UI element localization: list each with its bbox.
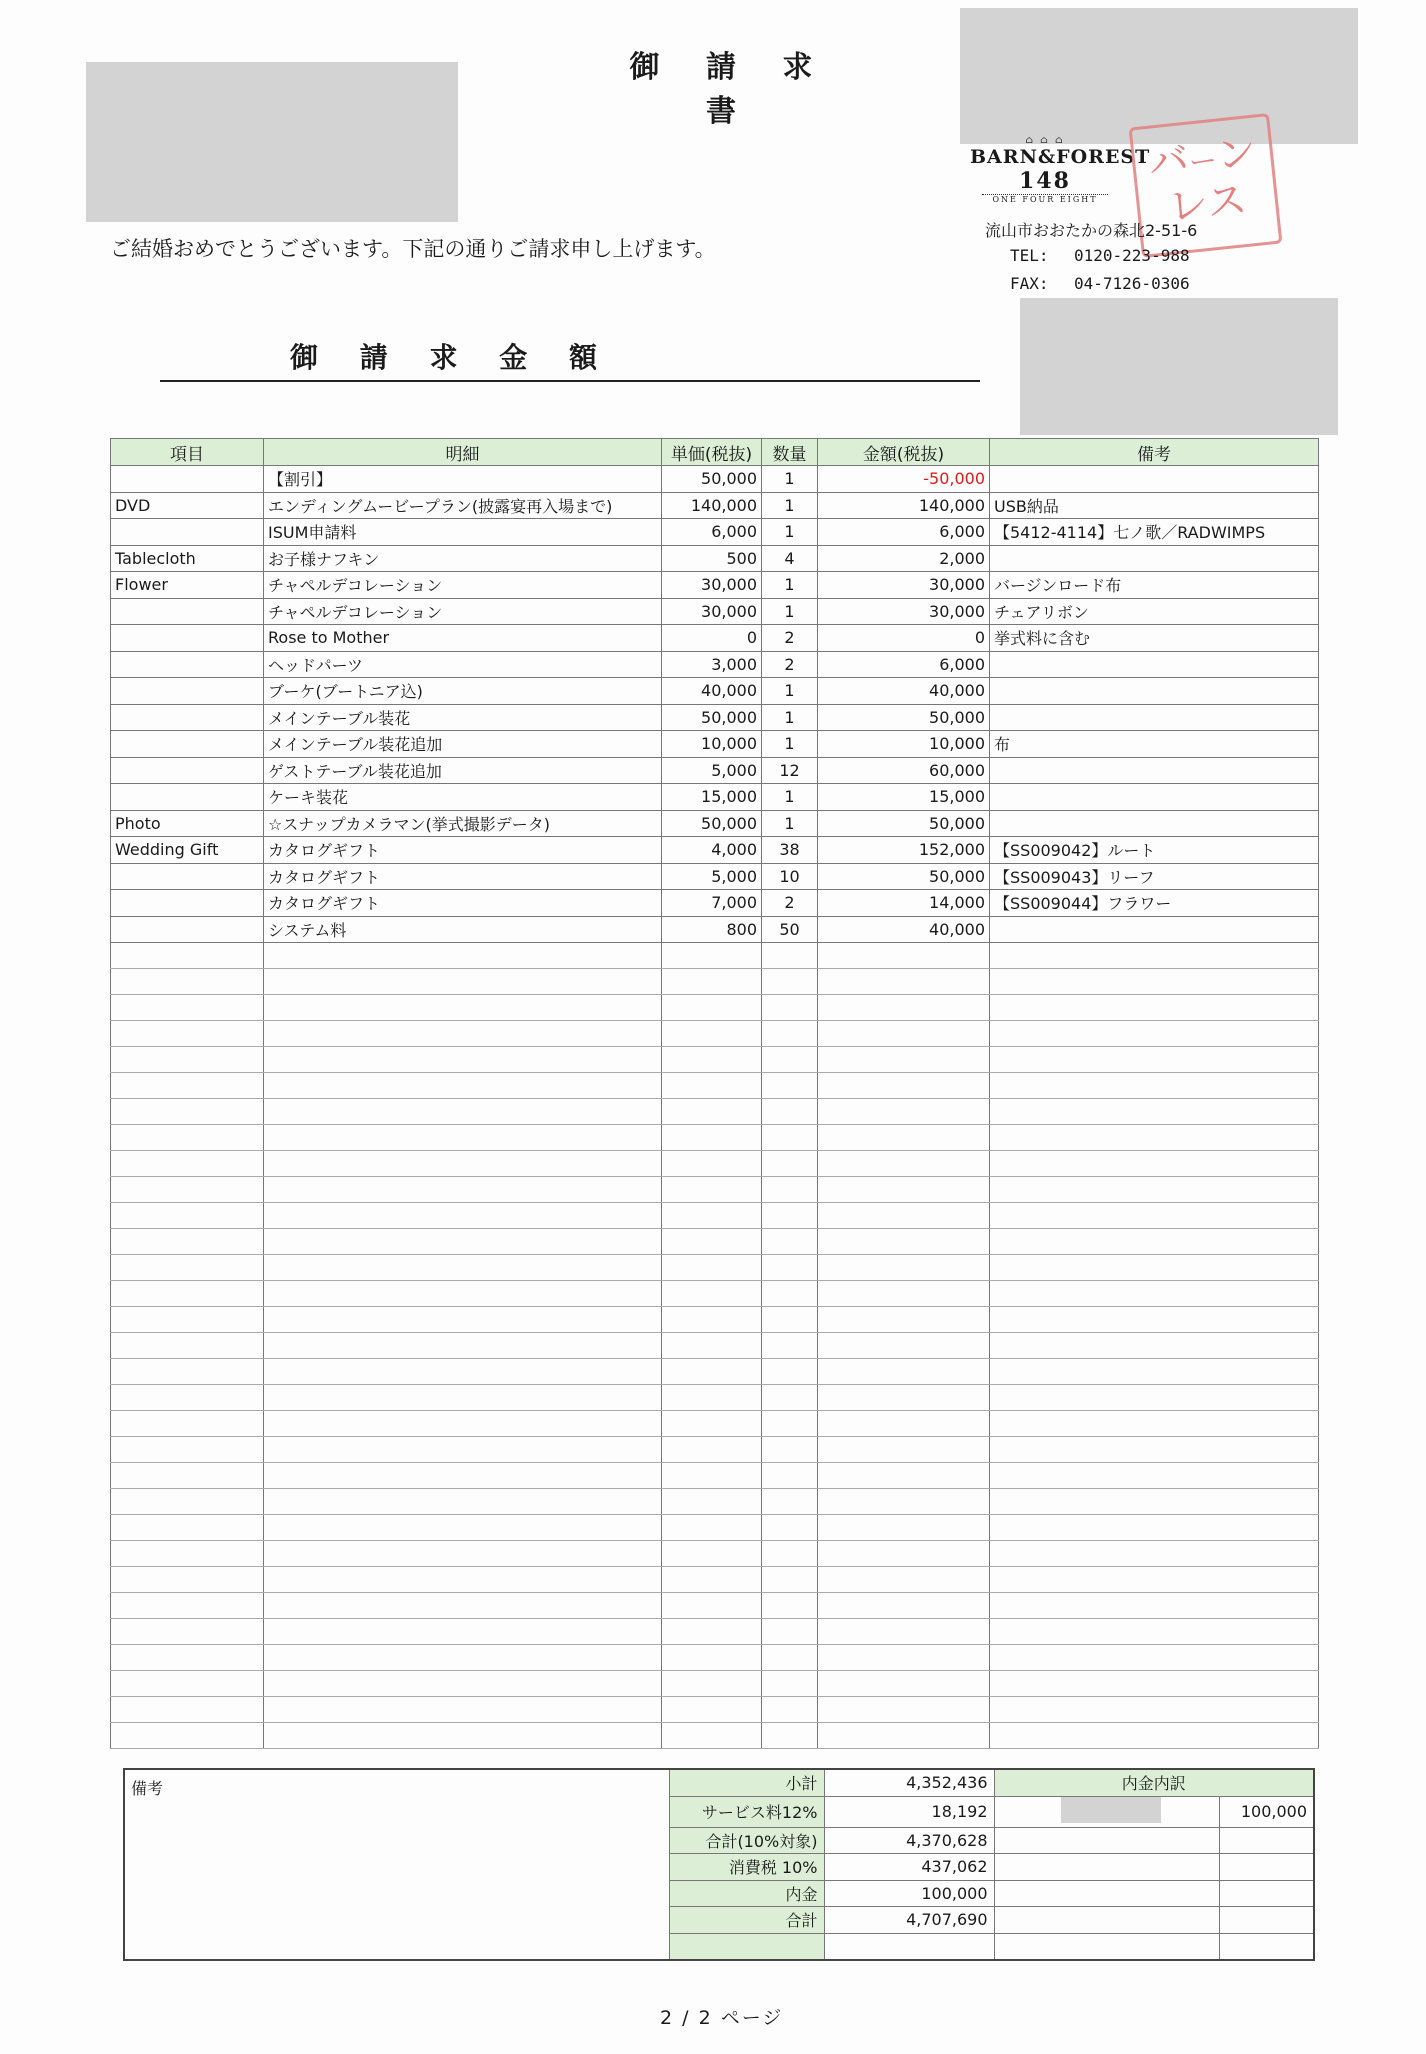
cell-amount: 40,000 [818, 678, 990, 705]
cell-amount: 140,000 [818, 492, 990, 519]
cell-unit-price: 50,000 [662, 810, 762, 837]
blank-row [111, 1437, 1319, 1463]
table-row [111, 598, 1319, 625]
cell-detail: カタログギフト [264, 863, 662, 890]
blank-row [111, 1125, 1319, 1151]
cell-note [990, 757, 1319, 784]
cell-note: チェアリボン [990, 598, 1319, 625]
cell-note [990, 784, 1319, 811]
blank-row [111, 1723, 1319, 1749]
cell-detail: Rose to Mother [264, 625, 662, 652]
summary-table [123, 1768, 1315, 1961]
cell-category [111, 678, 264, 705]
cell-unit-price: 3,000 [662, 651, 762, 678]
blank-row [111, 1541, 1319, 1567]
cell-amount: 30,000 [818, 572, 990, 599]
cell-detail: ゲストテーブル装花追加 [264, 757, 662, 784]
cell-qty: 2 [762, 890, 818, 917]
cell-detail: お子様ナフキン [264, 545, 662, 572]
blank-row [111, 1385, 1319, 1411]
summary-row-subtotal [124, 1769, 1314, 1796]
cell-qty: 1 [762, 704, 818, 731]
cell-detail: チャペルデコレーション [264, 598, 662, 625]
cell-qty: 2 [762, 625, 818, 652]
table-row [111, 837, 1319, 864]
table-row [111, 466, 1319, 493]
document-title: 御 請 求 書 [629, 50, 831, 129]
table-header-row [111, 439, 1319, 466]
cell-note [990, 545, 1319, 572]
cell-unit-price: 7,000 [662, 890, 762, 917]
cell-unit-price: 6,000 [662, 519, 762, 546]
table-row [111, 492, 1319, 519]
table-row [111, 545, 1319, 572]
cell-unit-price: 0 [662, 625, 762, 652]
cell-qty: 1 [762, 492, 818, 519]
service-label: サービス料12% [669, 1796, 824, 1827]
tax-value: 437,062 [824, 1854, 994, 1881]
cell-amount: 2,000 [818, 545, 990, 572]
cell-qty: 1 [762, 598, 818, 625]
cell-qty: 4 [762, 545, 818, 572]
cell-qty: 1 [762, 519, 818, 546]
cell-unit-price: 800 [662, 916, 762, 943]
blank-row [111, 1671, 1319, 1697]
table-row [111, 572, 1319, 599]
blank-row [111, 1229, 1319, 1255]
blank-row [111, 1567, 1319, 1593]
service-value: 18,192 [824, 1796, 994, 1827]
cell-detail: ISUM申請料 [264, 519, 662, 546]
blank-row [111, 995, 1319, 1021]
blank-row [111, 943, 1319, 969]
deposit-label: 内金 [669, 1880, 824, 1907]
cell-note [990, 810, 1319, 837]
cell-category [111, 890, 264, 917]
blank-row [111, 1593, 1319, 1619]
header-unit-price: 単価(税抜) [662, 439, 762, 466]
deposit-breakdown-item [994, 1796, 1219, 1827]
blank-row [111, 1047, 1319, 1073]
cell-category [111, 704, 264, 731]
cell-unit-price: 15,000 [662, 784, 762, 811]
cell-note: 【SS009042】ルート [990, 837, 1319, 864]
cell-amount: 40,000 [818, 916, 990, 943]
cell-qty: 1 [762, 466, 818, 493]
cell-amount: 50,000 [818, 704, 990, 731]
blank-row [111, 1359, 1319, 1385]
cell-detail: メインテーブル装花追加 [264, 731, 662, 758]
cell-category [111, 625, 264, 652]
company-tel: TEL: 0120-223-988 [1010, 246, 1190, 265]
blank-row [111, 1073, 1319, 1099]
cell-detail: カタログギフト [264, 890, 662, 917]
cell-category [111, 651, 264, 678]
cell-note: バージンロード布 [990, 572, 1319, 599]
company-seal-stamp: バーン レス [1129, 113, 1283, 258]
cell-qty: 12 [762, 757, 818, 784]
cell-unit-price: 500 [662, 545, 762, 572]
cell-unit-price: 10,000 [662, 731, 762, 758]
cell-detail: ヘッドパーツ [264, 651, 662, 678]
cell-qty: 1 [762, 572, 818, 599]
cell-detail: ブーケ(ブートニア込) [264, 678, 662, 705]
greeting-text: ご結婚おめでとうございます。下記の通りご請求申し上げます。 [110, 237, 716, 261]
cell-unit-price: 4,000 [662, 837, 762, 864]
cell-detail: メインテーブル装花 [264, 704, 662, 731]
cell-detail: エンディングムービープラン(披露宴再入場まで) [264, 492, 662, 519]
cell-category [111, 598, 264, 625]
redacted-recipient [86, 62, 458, 222]
cell-qty: 50 [762, 916, 818, 943]
cell-category: Photo [111, 810, 264, 837]
blank-row [111, 1333, 1319, 1359]
cell-amount: 14,000 [818, 890, 990, 917]
cell-unit-price: 40,000 [662, 678, 762, 705]
blank-row [111, 1255, 1319, 1281]
cell-amount: 0 [818, 625, 990, 652]
cell-qty: 1 [762, 731, 818, 758]
deposit-value: 100,000 [824, 1880, 994, 1907]
tax-label: 消費税 10% [669, 1854, 824, 1881]
cell-category: DVD [111, 492, 264, 519]
cell-detail: チャペルデコレーション [264, 572, 662, 599]
blank-row [111, 1697, 1319, 1723]
cell-note [990, 678, 1319, 705]
cell-unit-price: 5,000 [662, 757, 762, 784]
remarks-label: 備考 [124, 1769, 669, 1960]
cell-detail: ☆スナップカメラマン(挙式撮影データ) [264, 810, 662, 837]
table-row [111, 704, 1319, 731]
cell-detail: システム料 [264, 916, 662, 943]
cell-category [111, 519, 264, 546]
amount-heading: 御 請 求 金 額 [290, 341, 613, 374]
amount-underline [160, 380, 980, 382]
cell-unit-price: 30,000 [662, 572, 762, 599]
cell-amount: 30,000 [818, 598, 990, 625]
deposit-breakdown-label: 内金内訳 [994, 1769, 1314, 1796]
deposit-breakdown-value: 100,000 [1219, 1796, 1314, 1827]
blank-row [111, 1177, 1319, 1203]
table-row [111, 625, 1319, 652]
cell-qty: 1 [762, 810, 818, 837]
total10-value: 4,370,628 [824, 1827, 994, 1854]
cell-unit-price: 50,000 [662, 704, 762, 731]
blank-row [111, 1151, 1319, 1177]
cell-category [111, 757, 264, 784]
table-row [111, 651, 1319, 678]
cell-category [111, 916, 264, 943]
blank-row [111, 1645, 1319, 1671]
cell-note [990, 916, 1319, 943]
header-qty: 数量 [762, 439, 818, 466]
cell-category [111, 863, 264, 890]
header-detail: 明細 [264, 439, 662, 466]
cell-unit-price: 50,000 [662, 466, 762, 493]
cell-unit-price: 140,000 [662, 492, 762, 519]
blank-row [111, 969, 1319, 995]
cell-detail: ケーキ装花 [264, 784, 662, 811]
cell-note: USB納品 [990, 492, 1319, 519]
subtotal-label: 小計 [669, 1769, 824, 1796]
company-address: 流山市おおたかの森北2-51-6 [985, 221, 1198, 240]
cell-note [990, 704, 1319, 731]
invoice-items-table [110, 438, 1319, 1749]
blank-row [111, 1307, 1319, 1333]
cell-amount: 6,000 [818, 519, 990, 546]
cell-qty: 1 [762, 678, 818, 705]
cell-category [111, 731, 264, 758]
cell-qty: 1 [762, 784, 818, 811]
cell-qty: 2 [762, 651, 818, 678]
cell-detail: カタログギフト [264, 837, 662, 864]
blank-row [111, 1021, 1319, 1047]
cell-category: Flower [111, 572, 264, 599]
cell-unit-price: 30,000 [662, 598, 762, 625]
blank-row [111, 1619, 1319, 1645]
cell-amount: 6,000 [818, 651, 990, 678]
cell-amount: 15,000 [818, 784, 990, 811]
table-row [111, 678, 1319, 705]
header-amount: 金額(税抜) [818, 439, 990, 466]
cell-amount: 50,000 [818, 810, 990, 837]
table-row [111, 810, 1319, 837]
header-category: 項目 [111, 439, 264, 466]
blank-row [111, 1463, 1319, 1489]
table-row [111, 757, 1319, 784]
blank-row [111, 1489, 1319, 1515]
redacted-deposit-date [1061, 1797, 1161, 1823]
blank-row [111, 1281, 1319, 1307]
cell-amount: -50,000 [818, 466, 990, 493]
table-row [111, 916, 1319, 943]
cell-note [990, 466, 1319, 493]
cell-amount: 10,000 [818, 731, 990, 758]
table-row [111, 890, 1319, 917]
cell-amount: 50,000 [818, 863, 990, 890]
grand-total-value: 4,707,690 [824, 1907, 994, 1934]
cell-note [990, 651, 1319, 678]
cell-amount: 60,000 [818, 757, 990, 784]
company-logo: ⌂ ⌂ ⌂ BARN&FOREST 148 ONE FOUR EIGHT [970, 135, 1151, 204]
cell-category [111, 466, 264, 493]
cell-detail: 【割引】 [264, 466, 662, 493]
blank-row [111, 1515, 1319, 1541]
header-note: 備考 [990, 439, 1319, 466]
cell-qty: 38 [762, 837, 818, 864]
cell-category: Tablecloth [111, 545, 264, 572]
table-row [111, 784, 1319, 811]
table-row [111, 731, 1319, 758]
blank-row [111, 1099, 1319, 1125]
table-row [111, 863, 1319, 890]
blank-row [111, 1203, 1319, 1229]
cell-note: 【SS009043】リーフ [990, 863, 1319, 890]
table-row [111, 519, 1319, 546]
grand-total-label: 合計 [669, 1907, 824, 1934]
subtotal-value: 4,352,436 [824, 1769, 994, 1796]
cell-amount: 152,000 [818, 837, 990, 864]
cell-category [111, 784, 264, 811]
page-indicator: 2 / 2 ページ [660, 2007, 784, 2029]
redacted-amount [1020, 298, 1338, 435]
cell-category: Wedding Gift [111, 837, 264, 864]
company-fax: FAX: 04-7126-0306 [1010, 274, 1190, 293]
cell-note: 【SS009044】フラワー [990, 890, 1319, 917]
cell-note: 挙式料に含む [990, 625, 1319, 652]
total10-label: 合計(10%対象) [669, 1827, 824, 1854]
cell-qty: 10 [762, 863, 818, 890]
blank-row [111, 1411, 1319, 1437]
cell-unit-price: 5,000 [662, 863, 762, 890]
cell-note: 布 [990, 731, 1319, 758]
cell-note: 【5412-4114】七ノ歌／RADWIMPS [990, 519, 1319, 546]
